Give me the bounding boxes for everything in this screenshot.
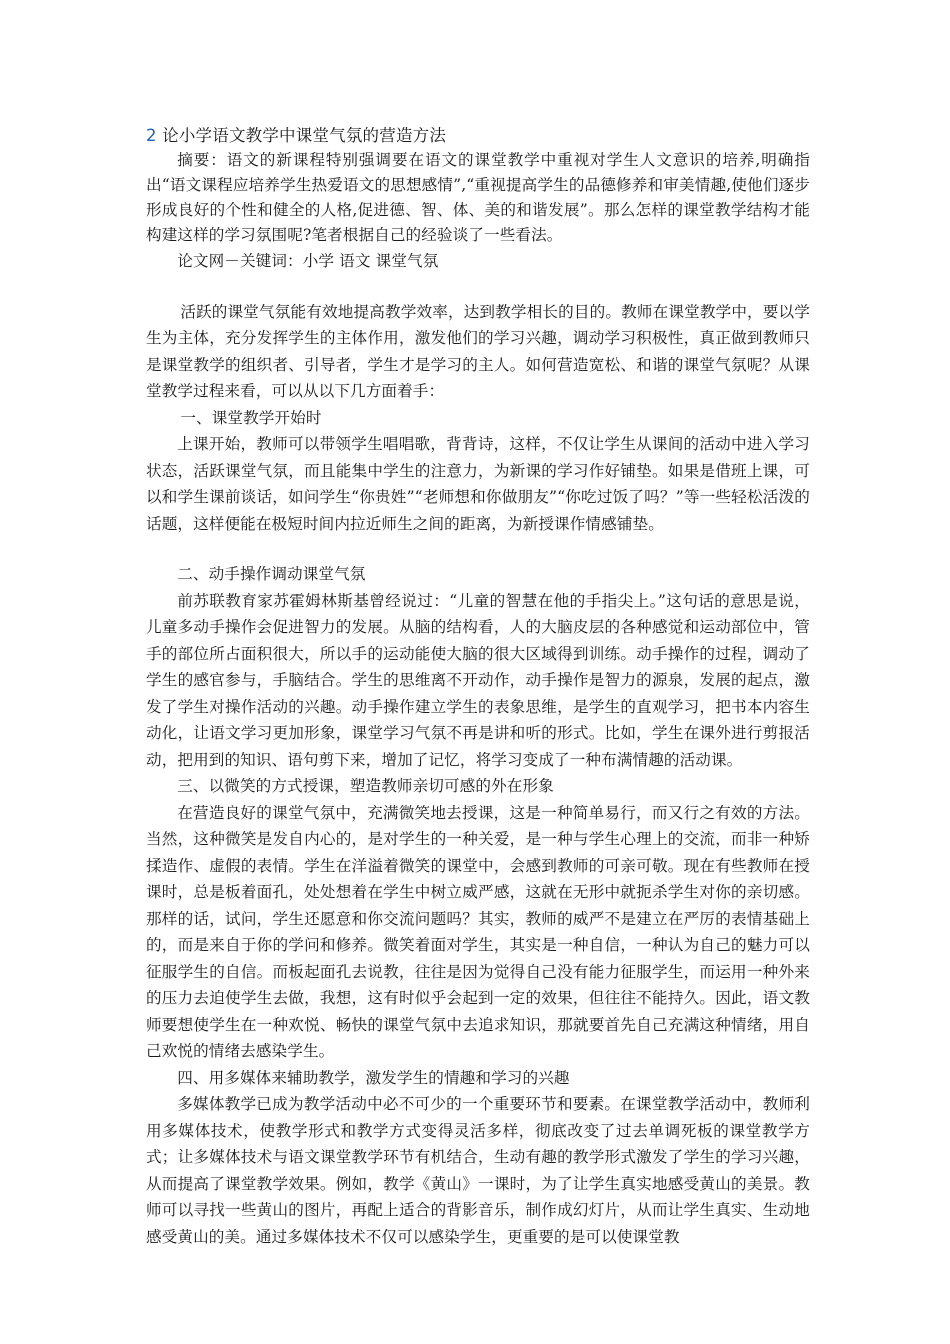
section-heading-3: 三、以微笑的方式授课，塑造教师亲切可感的外在形象 [177, 777, 554, 795]
keywords-line: 论文网－关键词：小学 语文 课堂气氛 [177, 252, 439, 270]
section-body-2: 前苏联教育家苏霍姆林斯基曾经说过：“儿童的智慧在他的手指尖上。”这句话的意思是说，儿童多动手操作会促进智力的发展。从脑的结构看，人的大脑皮层的各种感觉和运动部位中，管手的部位所占面积很大，所以手的运动能使大脑的很大区域得到训练。动手操作的过程，调动了学生的感官参与，手脑结合。学生的思维离不开动作，动手操作是智力的源泉，发展的起点，激发了学生对操作活动的兴趣。动手操作建立学生的表象思维，是学生的直观学习，把书本内容生动化，让语文学习更加形象，课堂学习气氛不再是讲和听的形式。比如，学生在课外进行剪报活动，把用到的知识、语句剪下来，增加了记忆，将学习变成了一种布满情趣的活动课。 [146, 591, 810, 769]
section-heading-1: 一、课堂教学开始时 [180, 408, 322, 427]
intro-paragraph: 活跃的课堂气氛能有效地提高教学效率，达到教学相长的目的。教师在课堂教学中，要以学生为主体，充分发挥学生的主体作用，激发他们的学习兴趣，调动学习积极性，真正做到教师只是课堂教学的组织者、引导者，学生才是学习的主人。如何营造宽松、和谐的课堂气氛呢？从课堂教学过程来看，可以从以下几方面着手： [146, 302, 810, 400]
title-text: 论小学语文教学中课堂气氛的营造方法 [162, 126, 447, 145]
section-heading-2: 二、动手操作调动课堂气氛 [177, 565, 366, 583]
abstract-paragraph: 摘要：语文的新课程特别强调要在语文的课堂教学中重视对学生人文意识的培养,明确指出“语文课程应培养学生热爱语文的思想感情”,“重视提高学生的品德修养和审美情趣,使他们逐步形成良好的个性和健全的人格,促进德、智、体、美的和谐发展”。那么怎样的课堂教学结构才能构建这样的学习氛围呢?笔者根据自己的经验谈了一些看法。 [146, 151, 810, 244]
section-body-4: 多媒体教学已成为教学活动中必不可少的一个重要环节和要素。在课堂教学活动中，教师利用多媒体技术，使教学形式和教学方式变得灵活多样，彻底改变了过去单调死板的课堂教学方式；让多媒体技术与语文课堂教学环节有机结合，生动有趣的教学形式激发了学生的学习兴趣，从而提高了课堂教学效果。例如，教学《黄山》一课时，为了让学生真实地感受黄山的美景。教师可以寻找一些黄山的图片，再配上适合的背影音乐，制作成幻灯片，从而让学生真实、生动地感受黄山的美。通过多媒体技术不仅可以感染学生，更重要的是可以使课堂教 [146, 1095, 810, 1246]
section-spacer [146, 537, 810, 561]
title-number: 2 [146, 126, 157, 145]
section-heading-4: 四、用多媒体来辅助教学，激发学生的情趣和学习的兴趣 [177, 1068, 570, 1087]
section-body-1: 上课开始，教师可以带领学生唱唱歌，背背诗，这样，不仅让学生从课间的活动中进入学习状态，活跃课堂气氛，而且能集中学生的注意力，为新课的学习作好铺垫。如果是借班上课，可以和学生课前谈话，如问学生“你贵姓”“老师想和你做朋友”“你吃过饭了吗？”等一些轻松活泼的话题，这样便能在极短时间内拉近师生之间的距离，为新授课作情感铺垫。 [146, 435, 810, 533]
document-title [146, 124, 810, 148]
section-body-3: 在营造良好的课堂气氛中，充满微笑地去授课，这是一种简单易行，而又行之有效的方法。当然，这种微笑是发自内心的，是对学生的一种关爱，是一种与学生心理上的交流，而非一种矫揉造作、虚假的表情。学生在洋溢着微笑的课堂中，会感到教师的可亲可敬。现在有些教师在授课时，总是板着面孔，处处想着在学生中树立威严感，这就在无形中就扼杀学生对你的亲切感。那样的话，试问，学生还愿意和你交流问题吗？其实，教师的威严不是建立在严厉的表情基础上的，而是来自于你的学问和修养。微笑着面对学生，其实是一种自信，一种认为自己的魅力可以征服学生的自信。而板起面孔去说教，往往是因为觉得自己没有能力征服学生，而运用一种外来的压力去迫使学生去做，我想，这有时似乎会起到一定的效果，但往往不能持久。因此，语文教师要想使学生在一种欢悦、畅快的课堂气氛中去追求知识，那就要首先自己充满这种情绪，用自己欢悦的情绪去感染学生。 [146, 803, 810, 1060]
